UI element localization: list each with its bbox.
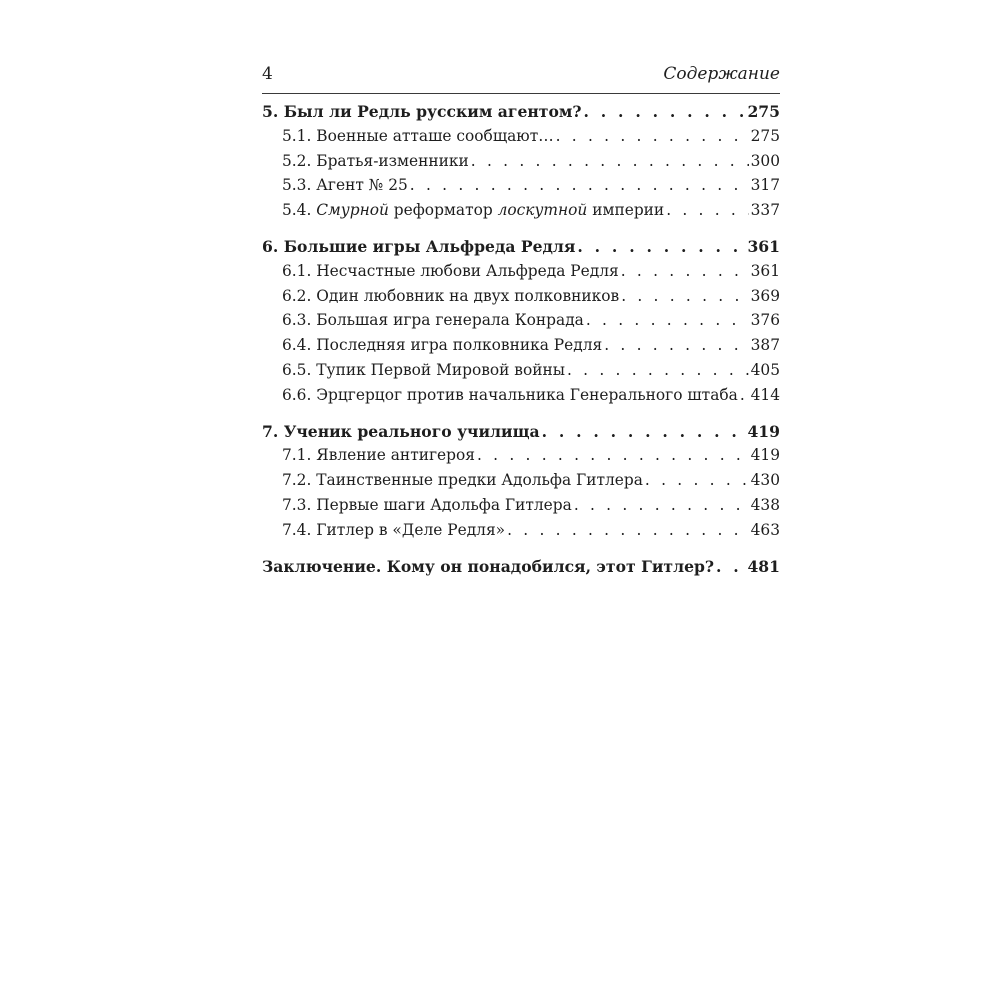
entry-title: 6.6. Эрцгерцог против начальника Генерального штаба: [282, 385, 738, 404]
entry-page: 430: [750, 471, 780, 490]
entry-title: 5.3. Агент № 25: [282, 176, 408, 195]
entry-title: 6.5. Тупик Первой Мировой войны: [282, 360, 565, 379]
toc-entry[interactable]: [262, 262, 780, 287]
toc-entry[interactable]: [262, 287, 780, 312]
dot-leader: [666, 201, 748, 219]
entry-page: 419: [750, 446, 780, 465]
toc-entry[interactable]: [262, 311, 780, 336]
toc-entry[interactable]: [262, 127, 780, 152]
dot-leader: [621, 262, 749, 280]
entry-page: 405: [750, 360, 780, 379]
toc-entry[interactable]: [262, 386, 780, 411]
header-rule: [262, 93, 780, 94]
chapter-page: 481: [747, 556, 780, 576]
toc-chapter: [262, 102, 780, 226]
table-of-contents: [262, 102, 780, 592]
toc-entry[interactable]: [262, 521, 780, 546]
entry-title: 5.1. Военные атташе сообщают…: [282, 126, 554, 145]
entry-title-prefix: 5.4.: [282, 201, 317, 220]
toc-entry[interactable]: [262, 336, 780, 361]
entry-title-suffix: империи: [587, 201, 665, 220]
dot-leader: [586, 311, 749, 329]
dot-leader: [507, 521, 749, 539]
entry-title: 7.4. Гитлер в «Деле Редля»: [282, 520, 506, 539]
entry-page: 387: [750, 336, 780, 355]
dot-leader: [577, 237, 745, 256]
entry-page: 337: [750, 201, 780, 220]
dot-leader: [584, 102, 746, 121]
entry-page: 414: [750, 385, 780, 404]
chapter-title: Заключение. Кому он понадобился, этот Гитлер?: [262, 556, 715, 576]
entry-page: 376: [750, 311, 780, 330]
toc-chapter: [262, 237, 780, 411]
dot-leader: [604, 336, 748, 354]
entry-title: 7.3. Первые шаги Адольфа Гитлера: [282, 495, 572, 514]
entry-page: 275: [750, 126, 780, 145]
entry-title: 7.2. Таинственные предки Адольфа Гитлера: [282, 471, 643, 490]
chapter-page: 361: [747, 236, 780, 256]
entry-title: 6.4. Последняя игра полковника Редля: [282, 336, 603, 355]
dot-leader: [542, 422, 746, 441]
page-number: 4: [262, 64, 273, 84]
dot-leader: [716, 557, 745, 576]
entry-title-mid: реформатор: [388, 201, 498, 220]
page-header: [262, 60, 780, 88]
dot-leader: [477, 446, 749, 464]
chapter-title: 7. Ученик реального училища: [262, 421, 540, 441]
chapter-page: 419: [747, 421, 780, 441]
chapter-title: 5. Был ли Редль русским агентом?: [262, 102, 582, 121]
entry-page: 317: [750, 176, 780, 195]
book-page: [262, 60, 780, 576]
toc-entry[interactable]: [262, 496, 780, 521]
toc-chapter: [262, 422, 780, 546]
entry-page: 369: [750, 286, 780, 305]
toc-chapter-heading[interactable]: [262, 557, 780, 582]
toc-chapter-heading[interactable]: [262, 237, 780, 262]
dot-leader: [567, 361, 749, 379]
chapter-title: 6. Большие игры Альфреда Редля: [262, 236, 576, 256]
dot-leader: [471, 152, 749, 170]
chapter-page: 275: [747, 102, 780, 121]
dot-leader: [621, 287, 748, 305]
toc-entry[interactable]: [262, 152, 780, 177]
running-title: Содержание: [663, 64, 780, 84]
entry-page: 300: [750, 151, 780, 170]
toc-entry[interactable]: [262, 201, 780, 226]
entry-title: 6.3. Большая игра генерала Конрада: [282, 311, 584, 330]
entry-page: 361: [750, 261, 780, 280]
toc-chapter: [262, 557, 780, 582]
entry-page: 463: [750, 520, 780, 539]
entry-title: 5.2. Братья-изменники: [282, 151, 469, 170]
toc-entry[interactable]: [262, 446, 780, 471]
dot-leader: [574, 496, 749, 514]
toc-entry[interactable]: [262, 471, 780, 496]
entry-title: 6.1. Несчастные любови Альфреда Редля: [282, 261, 619, 280]
dot-leader: [410, 176, 749, 194]
toc-chapter-heading[interactable]: [262, 422, 780, 447]
entry-title: 7.1. Явление антигероя: [282, 446, 475, 465]
entry-title: 6.2. Один любовник на двух полковников: [282, 286, 620, 305]
entry-title-italic: лоскутной: [497, 201, 588, 220]
dot-leader: [740, 386, 749, 404]
toc-entry[interactable]: [262, 361, 780, 386]
dot-leader: [645, 471, 749, 489]
toc-chapter-heading[interactable]: [262, 102, 780, 127]
toc-entry[interactable]: [262, 176, 780, 201]
entry-title-italic: Смурной: [316, 201, 389, 220]
entry-page: 438: [750, 495, 780, 514]
entry-title: [282, 201, 664, 219]
dot-leader: [556, 127, 749, 145]
